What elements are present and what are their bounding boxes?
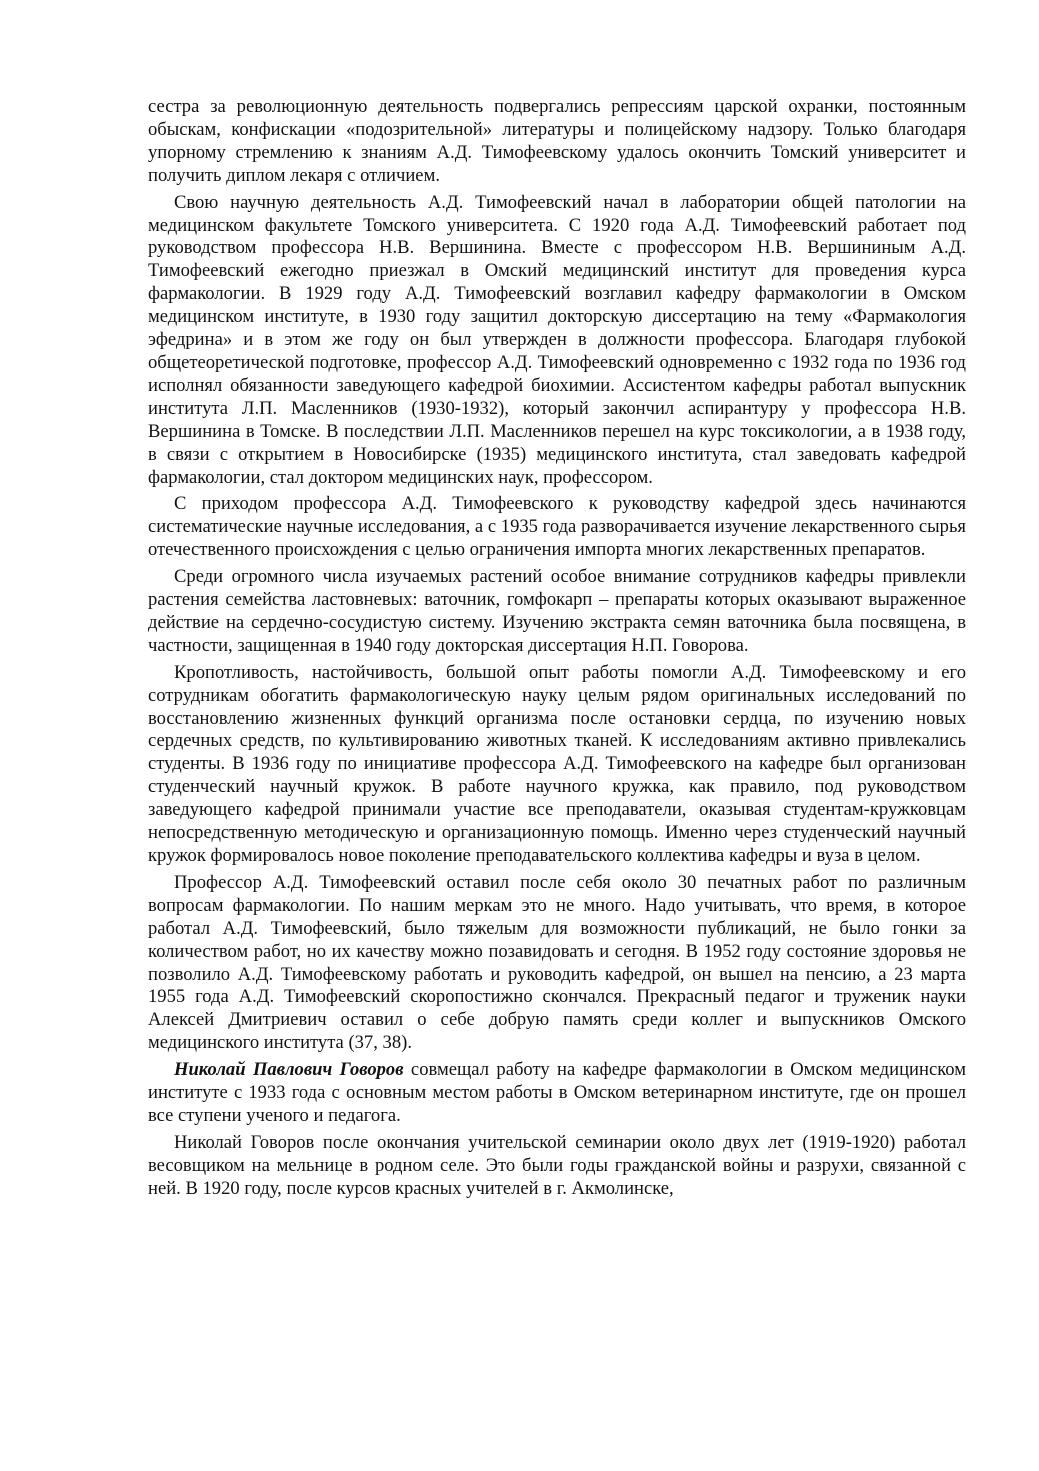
document-page (148, 96, 966, 1201)
paragraph-systematic-research: С приходом профессора А.Д. Тимофеевского к руководству кафедрой здесь начинаются систематические научные исследования, а с 1935 года разворачивается изучение лекарственного сырья отечественного происхождения с целью ограничения импорта многих лекарственных препаратов. (148, 493, 966, 561)
paragraph-publications: Профессор А.Д. Тимофеевский оставил после себя около 30 печатных работ по различным вопросам фармакологии. По нашим меркам это не много. Надо учитывать, что время, в которое работал А.Д. Тимофеевский, было тяжелым для возможности публикаций, не было гонки за количеством работ, но их качеству можно позавидовать и сегодня. В 1952 году состояние здоровья не позволило А.Д. Тимофеевскому работать и руководить кафедрой, он вышел на пенсию, а 23 марта 1955 года А.Д. Тимофеевский скоропостижно скончался. Прекрасный педагог и труженик науки Алексей Дмитриевич оставил о себе добрую память среди коллег и выпускников Омского медицинского института (37, 38). (148, 871, 966, 1054)
paragraph-plants: Среди огромного числа изучаемых растений особое внимание сотрудников кафедры привлекли растения семейства ластовневых: ваточник, гомфокарп – препараты которых оказывают выраженное действие на сердечно-сосудистую систему. Изучению экстракта семян ваточника была посвящена, в частности, защищенная в 1940 году докторская диссертация Н.П. Говорова. (148, 566, 966, 656)
person-name-emphasis: Николай Павлович Говоров (174, 1059, 404, 1081)
paragraph-govorov-intro (148, 1059, 966, 1128)
paragraph-govorov-biography: Николай Говоров после окончания учительской семинарии около двух лет (1919-1920) работал весовщиком на мельнице в родном селе. Это были годы гражданской войны и разрухи, связанной с ней. В 1920 году, после курсов красных учителей в г. Акмолинске, (148, 1131, 966, 1199)
paragraph-student-circle: Кропотливость, настойчивость, большой опыт работы помогли А.Д. Тимофеевскому и его сотрудникам обогатить фармакологическую науку целым рядом оригинальных исследований по восстановлению жизненных функций организма после остановки сердца, по изучению новых сердечных средств, по культивированию животных тканей. К исследованиям активно привлекались студенты. В 1936 году по инициативе профессора А.Д. Тимофеевского на кафедре был организован студенческий научный кружок. В работе научного кружка, как правило, под руководством заведующего кафедрой принимали участие все преподаватели, оказывая студентам-кружковцам непосредственную методическую и организационную помощь. Именно через студенческий научный кружок формировалось новое поколение преподавательского коллектива кафедры и вуза в целом. (148, 661, 966, 866)
paragraph-continuation: сестра за революционную деятельность подвергались репрессиям царской охранки, постоянным обыскам, конфискации «подозрительной» литературы и полицейскому надзору. Только благодаря упорному стремлению к знаниям А.Д. Тимофеевскому удалось окончить Томский университет и получить диплом лекаря с отличием. (148, 96, 966, 186)
paragraph-research-start: Свою научную деятельность А.Д. Тимофеевский начал в лаборатории общей патологии на медицинском факультете Томского университета. С 1920 года А.Д. Тимофеевский работает под руководством профессора Н.В. Вершинина. Вместе с профессором Н.В. Вершининым А.Д. Тимофеевский ежегодно приезжал в Омский медицинский институт для проведения курса фармакологии. В 1929 году А.Д. Тимофеевский возглавил кафедру фармакологии в Омском медицинском институте, в 1930 году защитил докторскую диссертацию на тему «Фармакология эфедрина» и в этом же году он был утвержден в должности профессора. Благодаря глубокой общетеоретической подготовке, профессор А.Д. Тимофеевский одновременно с 1932 года по 1936 год исполнял обязанности заведующего кафедрой биохимии. Ассистентом кафедры работал выпускник института Л.П. Масленников (1930-1932), который закончил аспирантуру у профессора Н.В. Вершинина в Томске. В последствии Л.П. Масленников перешел на курс токсикологии, а в 1938 году, в связи с открытием в Новосибирске (1935) медицинского института, стал заведовать кафедрой фармакологии, стал доктором медицинских наук, профессором. (148, 191, 966, 488)
paragraph-govorov-text: совмещал работу на кафедре фармакологии в Омском медицинском институте с 1933 года с основным местом работы в Омском ветеринарном институте, где он прошел все ступени ученого и педагога. (148, 1059, 966, 1126)
